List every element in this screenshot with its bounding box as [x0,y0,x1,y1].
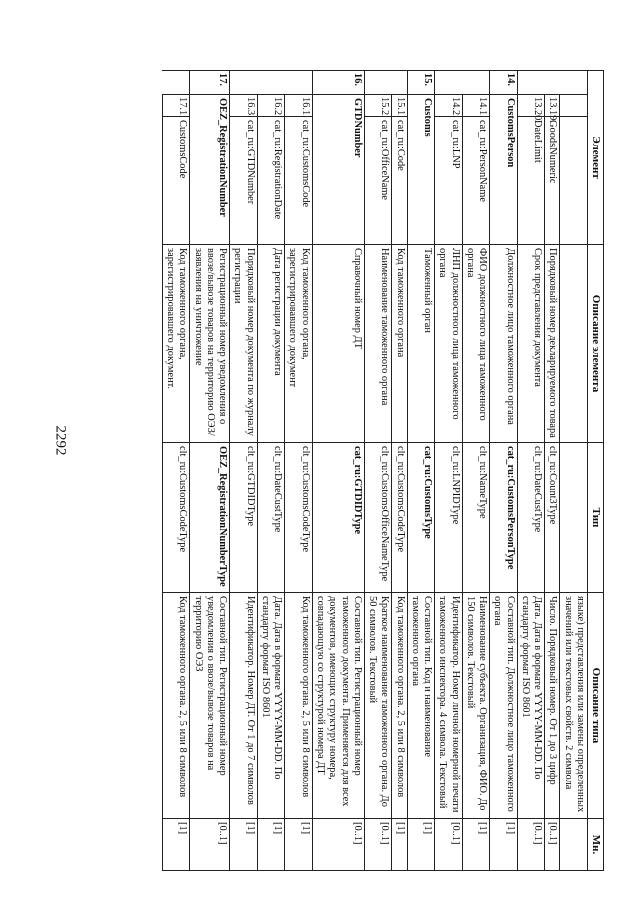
element-name: cat_ru:GTDNumber [230,117,258,245]
table-row [190,71,230,871]
type-description: Идентификатор. Номер личной номерной печати таможенного инспектора. 4 символа. Текстовый [435,593,463,819]
table-body [162,71,587,871]
type-description: Составной тип. Регистрационный номер уведомления о ввозе/вывозе товаров на территорию ОЭЗ [190,593,230,819]
table-row [162,71,190,871]
element-description: Должностное лицо таможенного органа [490,245,518,443]
header-type-description: Описание типа [588,593,604,819]
element-description: Справочный номер ДТ [312,245,364,443]
row-number [560,95,588,117]
type-description: Дата. Дата в формате YYYY-MM-DD. По стандарту формат ISO 8601 [257,593,285,819]
element-name: cat_ru:Code [392,117,407,245]
type-description: Наименование субъекта. Организация, ФИО. До 150 символов. Текстовый [462,593,490,819]
element-name: OEZ_RegistrationNumber [190,95,230,245]
row-number: 16.3. [230,95,258,117]
indent-cell [392,71,407,95]
element-name: cat_ru:RegistrationDate [257,117,285,245]
table-row [364,71,392,871]
element-type [560,443,588,593]
table-container [94,70,604,870]
element-description: Порядковый номер документа по журналу регистрации [230,245,258,443]
element-name: cat_ru:CustomsCode [285,117,313,245]
element-description: Дата регистрации документа [257,245,285,443]
table-row [285,71,313,871]
type-description: Краткое наименование таможенного органа. До 50 символов. Текстовый [364,593,392,819]
row-number: 16. [312,71,364,95]
header-row [588,71,604,871]
table-row [490,71,518,871]
table-row [407,71,435,871]
table-row [462,71,490,871]
element-name: GoodsNumeric [545,117,560,245]
multiplicity: [0..1] [190,819,230,871]
row-number: 15.2. [364,95,392,117]
table-row [560,71,588,871]
element-type: clt_ru:CustomsCodeType [162,443,190,593]
row-number: 17. [190,71,230,95]
type-description: Составной тип. Должностное лицо таможенного органа [490,593,518,819]
element-type: clt_ru:NameType [462,443,490,593]
element-type: cat_ru:CustomsPersonType [490,443,518,593]
page-number: 2292 [52,425,69,456]
element-name: CustomsCode [162,117,190,245]
element-name [560,117,588,245]
multiplicity [560,819,588,871]
row-number: 16.1. [285,95,313,117]
element-name: DateLimit [517,117,545,245]
element-type: clt_ru:CustomsCodeType [392,443,407,593]
indent-cell [545,71,560,95]
multiplicity: [1] [490,819,518,871]
indent-cell [435,71,463,95]
type-description: Код таможенного органа. 2, 5 или 8 символов [392,593,407,819]
multiplicity: [1] [230,819,258,871]
header-type: Тип [588,443,604,593]
element-type: OEZ_RegistrationNumberType [190,443,230,593]
indent-cell [257,71,285,95]
table-row [230,71,258,871]
multiplicity: [1] [462,819,490,871]
element-name: Customs [407,95,435,245]
row-number: 17.1. [162,95,190,117]
table-row [435,71,463,871]
multiplicity: [0..1] [435,819,463,871]
table-row [517,71,545,871]
header-multiplicity: Мн. [588,819,604,871]
row-number: 15. [407,71,435,95]
type-description: Составной тип. Регистрационный номер таможенного документа. Применяется для всех документов, имеющих структуру номера, совпадающую со структурой номера ДТ [312,593,364,819]
element-description: Код таможенного органа, зарегистрировавшего документ. [162,245,190,443]
element-specification-table [162,70,604,871]
multiplicity: [1] [285,819,313,871]
element-name: cat_ru:LNP [435,117,463,245]
row-number: 15.1. [392,95,407,117]
element-description: Регистрационный номер уведомления о ввозе/вывозе товаров на территорию ОЭЗ/заявления на уничтожение [190,245,230,443]
element-type: clt_ru:DateCustType [257,443,285,593]
type-description: Составной тип. Код и наименование таможенного органа [407,593,435,819]
multiplicity: [1] [407,819,435,871]
element-description: Код таможенного органа, зарегистрировавшего документ [285,245,313,443]
indent-cell [560,71,588,95]
header-element: Элемент [588,71,604,245]
element-description: ФИО должностного лица таможенного органа [462,245,490,443]
element-name: GTDNumber [312,95,364,245]
element-description: Срок представления документа [517,245,545,443]
type-description: Код таможенного органа. 2, 5 или 8 символов [285,593,313,819]
element-type: clt_ru:CustomsCodeType [285,443,313,593]
table-row [392,71,407,871]
indent-cell [162,71,190,95]
element-type: clt_ru:DateCustType [517,443,545,593]
table-row [545,71,560,871]
type-description: Код таможенного органа. 2, 5 или 8 символов [162,593,190,819]
element-name: cat_ru:PersonName [462,117,490,245]
table-row [312,71,364,871]
multiplicity: [0..1] [364,819,392,871]
type-description: Дата. Дата в формате YYYY-MM-DD. По стандарту формат ISO 8601 [517,593,545,819]
type-description: Число. Порядковый номер. От 1 до 3 цифр [545,593,560,819]
element-description: Код таможенного органа [392,245,407,443]
indent-cell [230,71,258,95]
element-type: clt_ru:Count3Type [545,443,560,593]
row-number: 14. [490,71,518,95]
element-description: Порядковый номер декларируемого товара [545,245,560,443]
row-number: 16.2. [257,95,285,117]
element-description: Таможенный орган [407,245,435,443]
element-name: cat_ru:OfficeName [364,117,392,245]
element-type: clt_ru:GTDIDType [230,443,258,593]
indent-cell [517,71,545,95]
header-description: Описание элемента [588,245,604,443]
table-row [257,71,285,871]
indent-cell [364,71,392,95]
indent-cell [285,71,313,95]
row-number: 13.19. [545,95,560,117]
multiplicity: [1] [257,819,285,871]
multiplicity: [1] [162,819,190,871]
element-type: cat_ru:CustomsType [407,443,435,593]
element-description [560,245,588,443]
element-description: ЛНП должностного лица таможенного органа [435,245,463,443]
type-description: Идентификатор. Номер ДТ. От 1 до 7 символов [230,593,258,819]
type-description: языке) представления или замены определенных значений или текстовых свойств. 2 символа [560,593,588,819]
element-type: clt_ru:CustomsOfficeNameType [364,443,392,593]
multiplicity: [0..1] [545,819,560,871]
rotated-page-area [94,70,604,870]
multiplicity: [0..1] [517,819,545,871]
multiplicity: [1] [392,819,407,871]
row-number: 14.2. [435,95,463,117]
row-number: 13.20. [517,95,545,117]
element-name: CustomsPerson [490,95,518,245]
element-type: cat_ru:GTDIDType [312,443,364,593]
row-number: 14.1. [462,95,490,117]
indent-cell [462,71,490,95]
element-description: Наименование таможенного органа [364,245,392,443]
element-type: clt_ru:LNPIDType [435,443,463,593]
multiplicity: [0..1] [312,819,364,871]
